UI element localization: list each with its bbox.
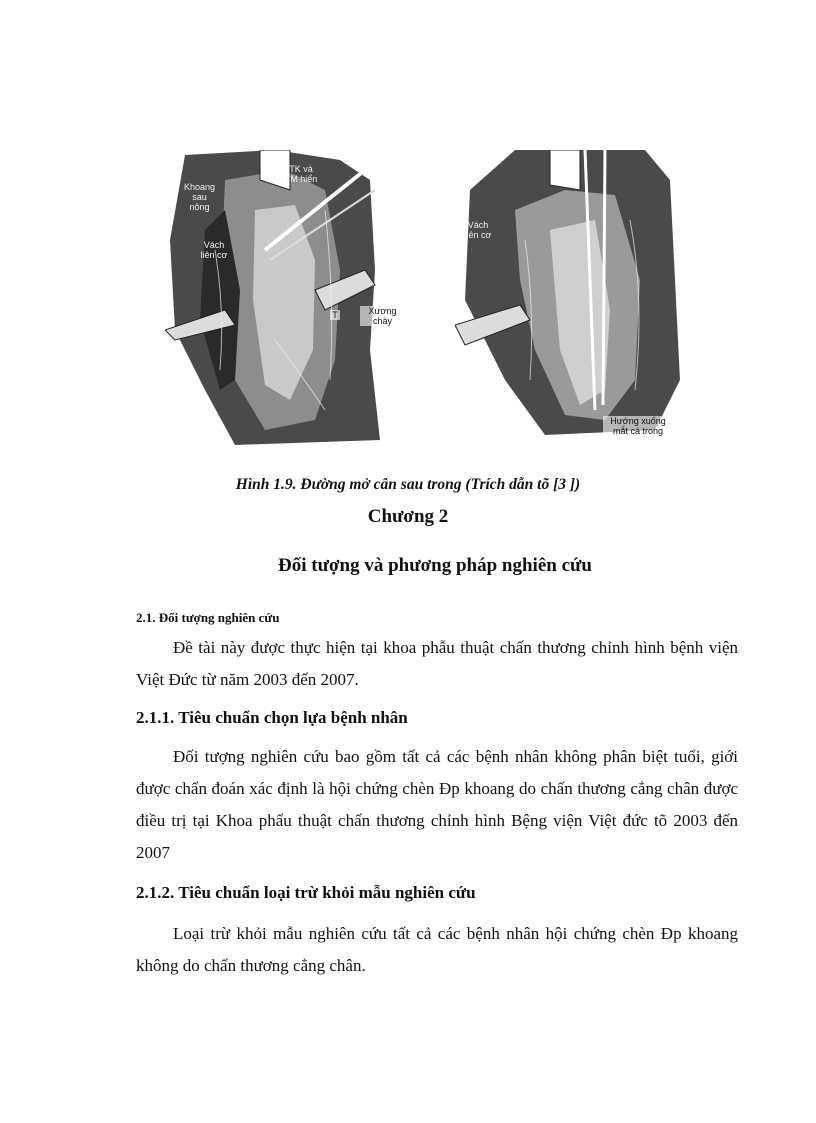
- surgical-illustration-right: [455, 150, 685, 445]
- section-2-1-2-heading: 2.1.2. Tiêu chuẩn loại trừ khỏi mẫu nghiên cứu: [136, 883, 476, 902]
- figure-left-panel: [165, 150, 410, 445]
- section-2-1-heading: 2.1. Đối tượng nghiên cứu: [136, 610, 280, 625]
- chapter-title: Đối tượng và phương pháp nghiên cứu: [278, 555, 592, 576]
- label-khoang-sau-nong: Khoang sau nông: [183, 182, 216, 212]
- figure-caption: Hình 1.9. Đường mở cân sau trong (Trích dẫn tõ [3 ]): [235, 476, 581, 493]
- section-2-1-2-paragraph: Loại trừ khỏi mẫu nghiên cứu tất cả các bệnh nhân hội chứng chèn Ðp khoang không do chấn thương cẳng chân.: [136, 924, 738, 975]
- figure-right-panel: [455, 150, 685, 445]
- section-2-1-1-heading: 2.1.1. Tiêu chuẩn chọn lựa bệnh nhân: [136, 708, 408, 727]
- label-vach-lien-co-left: Vách liên cơ: [200, 240, 228, 260]
- chapter-number: Chương 2: [367, 506, 449, 527]
- label-t: T: [330, 310, 340, 320]
- label-xuong-chay: Xương chày: [360, 306, 405, 326]
- section-2-1-1-paragraph: Đối tượng nghiên cứu bao gồm tất cả các bệnh nhân không phân biệt tuổi, giới được chẩn đoán xác định là hội chứng chèn Ðp khoang do chấn thương cẳng chân được điều trị tại Khoa phẩu thuật chấn thương chỉnh hình Bệng viện Việt đức tõ 2003 đến 2007: [136, 747, 738, 862]
- label-huong-xuong: Hướng xuống mắt cá trong: [603, 416, 673, 436]
- section-2-1-paragraph: Đề tài này được thực hiện tại khoa phẫu thuật chấn thương chỉnh hình bệnh viện Việt Đức từ năm 2003 đến 2007.: [136, 638, 738, 689]
- surgical-figure: [165, 150, 685, 445]
- label-vach-lien-co-right: Vách liên cơ: [464, 220, 492, 240]
- label-tk-tm-hien: TK và TM hiển: [284, 164, 318, 184]
